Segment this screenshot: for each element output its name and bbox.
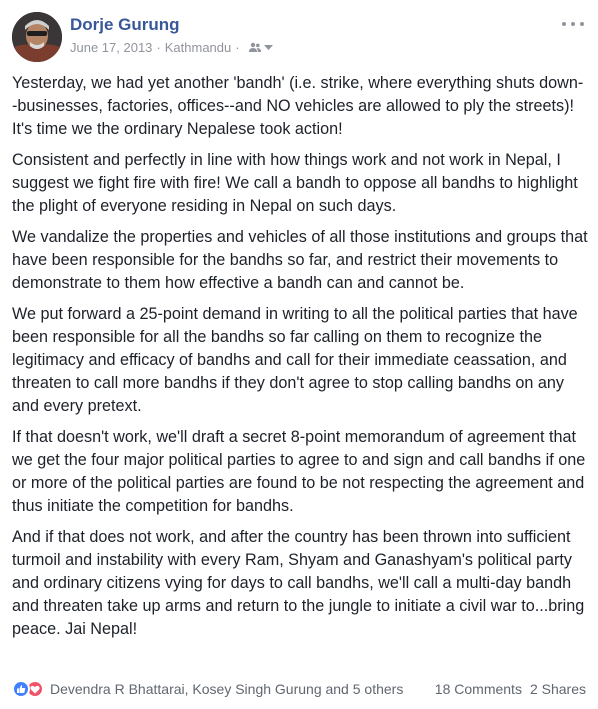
meta-separator: · [156,40,161,55]
post-paragraph: Yesterday, we had yet another 'bandh' (i.e. strike, where everything shuts down--businesses, factories, offices--and NO vehicles are allowed to ply the streets)! It's time we the ordinary Nepalese took action! [12,74,584,138]
more-options-icon[interactable] [562,18,584,30]
post-meta [70,40,273,55]
engagement-counts [435,681,586,697]
profile-photo-icon [12,12,62,62]
post-date[interactable]: June 17, 2013 [70,40,153,55]
post-paragraph: Consistent and perfectly in line with how things work and not work in Nepal, I suggest we fight fire with fire! We call a bandh to oppose all bandhs to highlight the plight of everyone residing in Nepal on such days. [12,151,578,215]
post-paragraph: We put forward a 25-point demand in writing to all the political parties that have been responsible for all the bandhs so far calling on them to recognize the legitimacy and efficacy of bandhs and call for their immediate ceassation, and threaten to call more bandhs if they don't agree to stop calling bandhs on any and every pretext. [12,305,578,415]
meta-separator-2: · [235,40,240,55]
privacy-selector[interactable] [249,42,273,53]
avatar[interactable] [12,12,62,62]
like-icon [12,680,30,698]
friends-icon [249,42,261,53]
post-footer [12,678,586,700]
reaction-names[interactable]: Devendra R Bhattarai, Kosey Singh Gurung and 5 others [50,681,404,697]
author-name[interactable]: Dorje Gurung [70,15,180,34]
post-paragraph: And if that does not work, and after the country has been thrown into sufficient turmoil and instability with every Ram, Shyam and Ganashyam's political party and ordinary citizens vying for days to call bandhs, we'll call a multi-day bandh and threaten take up arms and return to the jungle to initiate a civil war to...bring peace. Jai Nepal! [12,528,585,638]
post-paragraph: We vandalize the properties and vehicles of all those institutions and groups that have been responsible for the bandhs so far, and restrict their movements to demonstrate to them how effective a bandh can and cannot be. [12,228,588,292]
post-paragraph: If that doesn't work, we'll draft a secret 8-point memorandum of agreement that we get the four major political parties to agree to and sign and call bandhs if one or more of the political parties are found to be not respecting the agreement and thus initiate the competition for bandhs. [12,428,586,515]
chevron-down-icon [264,45,273,51]
comments-count[interactable]: 18 Comments [434,681,522,697]
post-location[interactable]: Kathmandu [164,40,232,55]
post-body [12,72,588,649]
post-header [12,12,586,62]
shares-count[interactable]: 2 Shares [529,681,586,697]
reactions-summary[interactable] [12,680,403,698]
